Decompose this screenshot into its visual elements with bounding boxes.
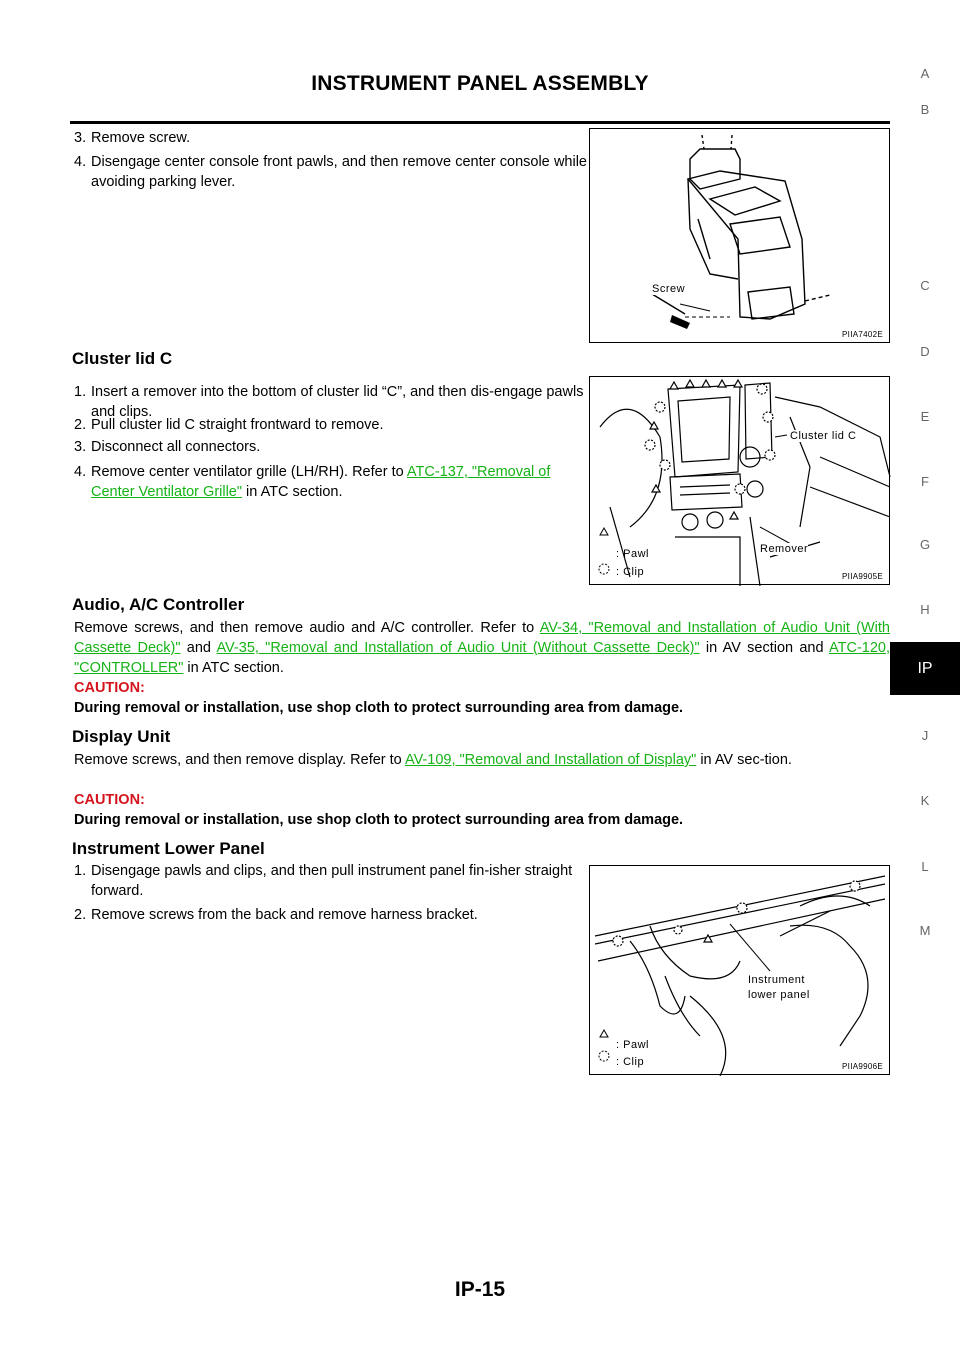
figure-code: PIIA7402E xyxy=(842,330,883,339)
tab-ip[interactable]: IP xyxy=(890,642,960,695)
center-console-drawing xyxy=(590,129,891,344)
legend-clip: : Clip xyxy=(616,566,645,578)
figure-center-console xyxy=(589,128,890,343)
heading-lower-panel: Instrument Lower Panel xyxy=(72,839,265,858)
figure-cluster-lid xyxy=(589,376,890,585)
link-av-35[interactable]: AV-35, "Removal and Installation of Audio Unit (Without Cassette Deck)" xyxy=(216,640,700,656)
figure-code: PIIA9906E xyxy=(842,1062,883,1071)
legend-clip: : Clip xyxy=(616,1056,645,1068)
tab-b[interactable]: B xyxy=(920,102,930,117)
audio-paragraph: Remove screws, and then remove audio and A/C controller. Refer to AV-34, "Removal and Installation of Audio Unit (With Cassette Deck)" and AV-35, "Removal and Installation of Audio Unit (Without Cassette Deck)" in AV section and ATC-120, "CONTROLLER" in ATC section. xyxy=(74,620,891,676)
heading-cluster-lid: Cluster lid C xyxy=(72,349,173,368)
legend-pawl: : Pawl xyxy=(616,548,649,560)
tab-j[interactable]: J xyxy=(921,728,929,743)
screw-label: Screw xyxy=(652,283,686,295)
tab-e[interactable]: E xyxy=(920,409,930,424)
link-av-34[interactable]: AV-34, "Removal and Installation of Audio Unit (With Cassette Deck)" xyxy=(74,620,890,656)
remover-label: Remover xyxy=(760,543,809,555)
tab-m[interactable]: M xyxy=(919,923,931,938)
link-av-109[interactable]: AV-109, "Removal and Installation of Display" xyxy=(404,752,697,768)
display-paragraph: Remove screws, and then remove display. Refer to AV-109, "Removal and Installation of Display" in AV sec-tion. xyxy=(74,752,792,768)
header-rule xyxy=(70,121,890,124)
caution-text: During removal or installation, use shop cloth to protect surrounding area from damage. xyxy=(74,812,684,828)
tab-l[interactable]: L xyxy=(921,859,929,874)
figure-code: PIIA9905E xyxy=(842,572,883,581)
tab-c[interactable]: C xyxy=(920,278,930,293)
heading-display: Display Unit xyxy=(72,727,171,746)
link-atc-137[interactable]: ATC-137, "Removal of Center Ventilator Grille" xyxy=(91,464,551,500)
tab-k[interactable]: K xyxy=(920,793,930,808)
legend-pawl: : Pawl xyxy=(616,1039,649,1051)
tab-h[interactable]: H xyxy=(920,602,930,617)
tab-a[interactable]: A xyxy=(920,66,930,81)
figure-lower-panel xyxy=(589,865,890,1075)
caution-label: CAUTION: xyxy=(74,792,145,808)
tab-d[interactable]: D xyxy=(920,344,930,359)
page-title: INSTRUMENT PANEL ASSEMBLY xyxy=(311,72,649,95)
link-atc-120[interactable]: ATC-120, "CONTROLLER" xyxy=(74,640,891,676)
page-number: IP-15 xyxy=(454,1278,506,1301)
caution-label: CAUTION: xyxy=(74,680,145,696)
lower-panel-label: Instrument lower panel xyxy=(748,974,810,1001)
cluster-lid-label: Cluster lid C xyxy=(790,430,857,442)
heading-audio: Audio, A/C Controller xyxy=(72,595,245,614)
caution-text: During removal or installation, use shop cloth to protect surrounding area from damage. xyxy=(74,700,684,716)
tab-f[interactable]: F xyxy=(921,474,929,489)
tab-g[interactable]: G xyxy=(919,537,931,552)
